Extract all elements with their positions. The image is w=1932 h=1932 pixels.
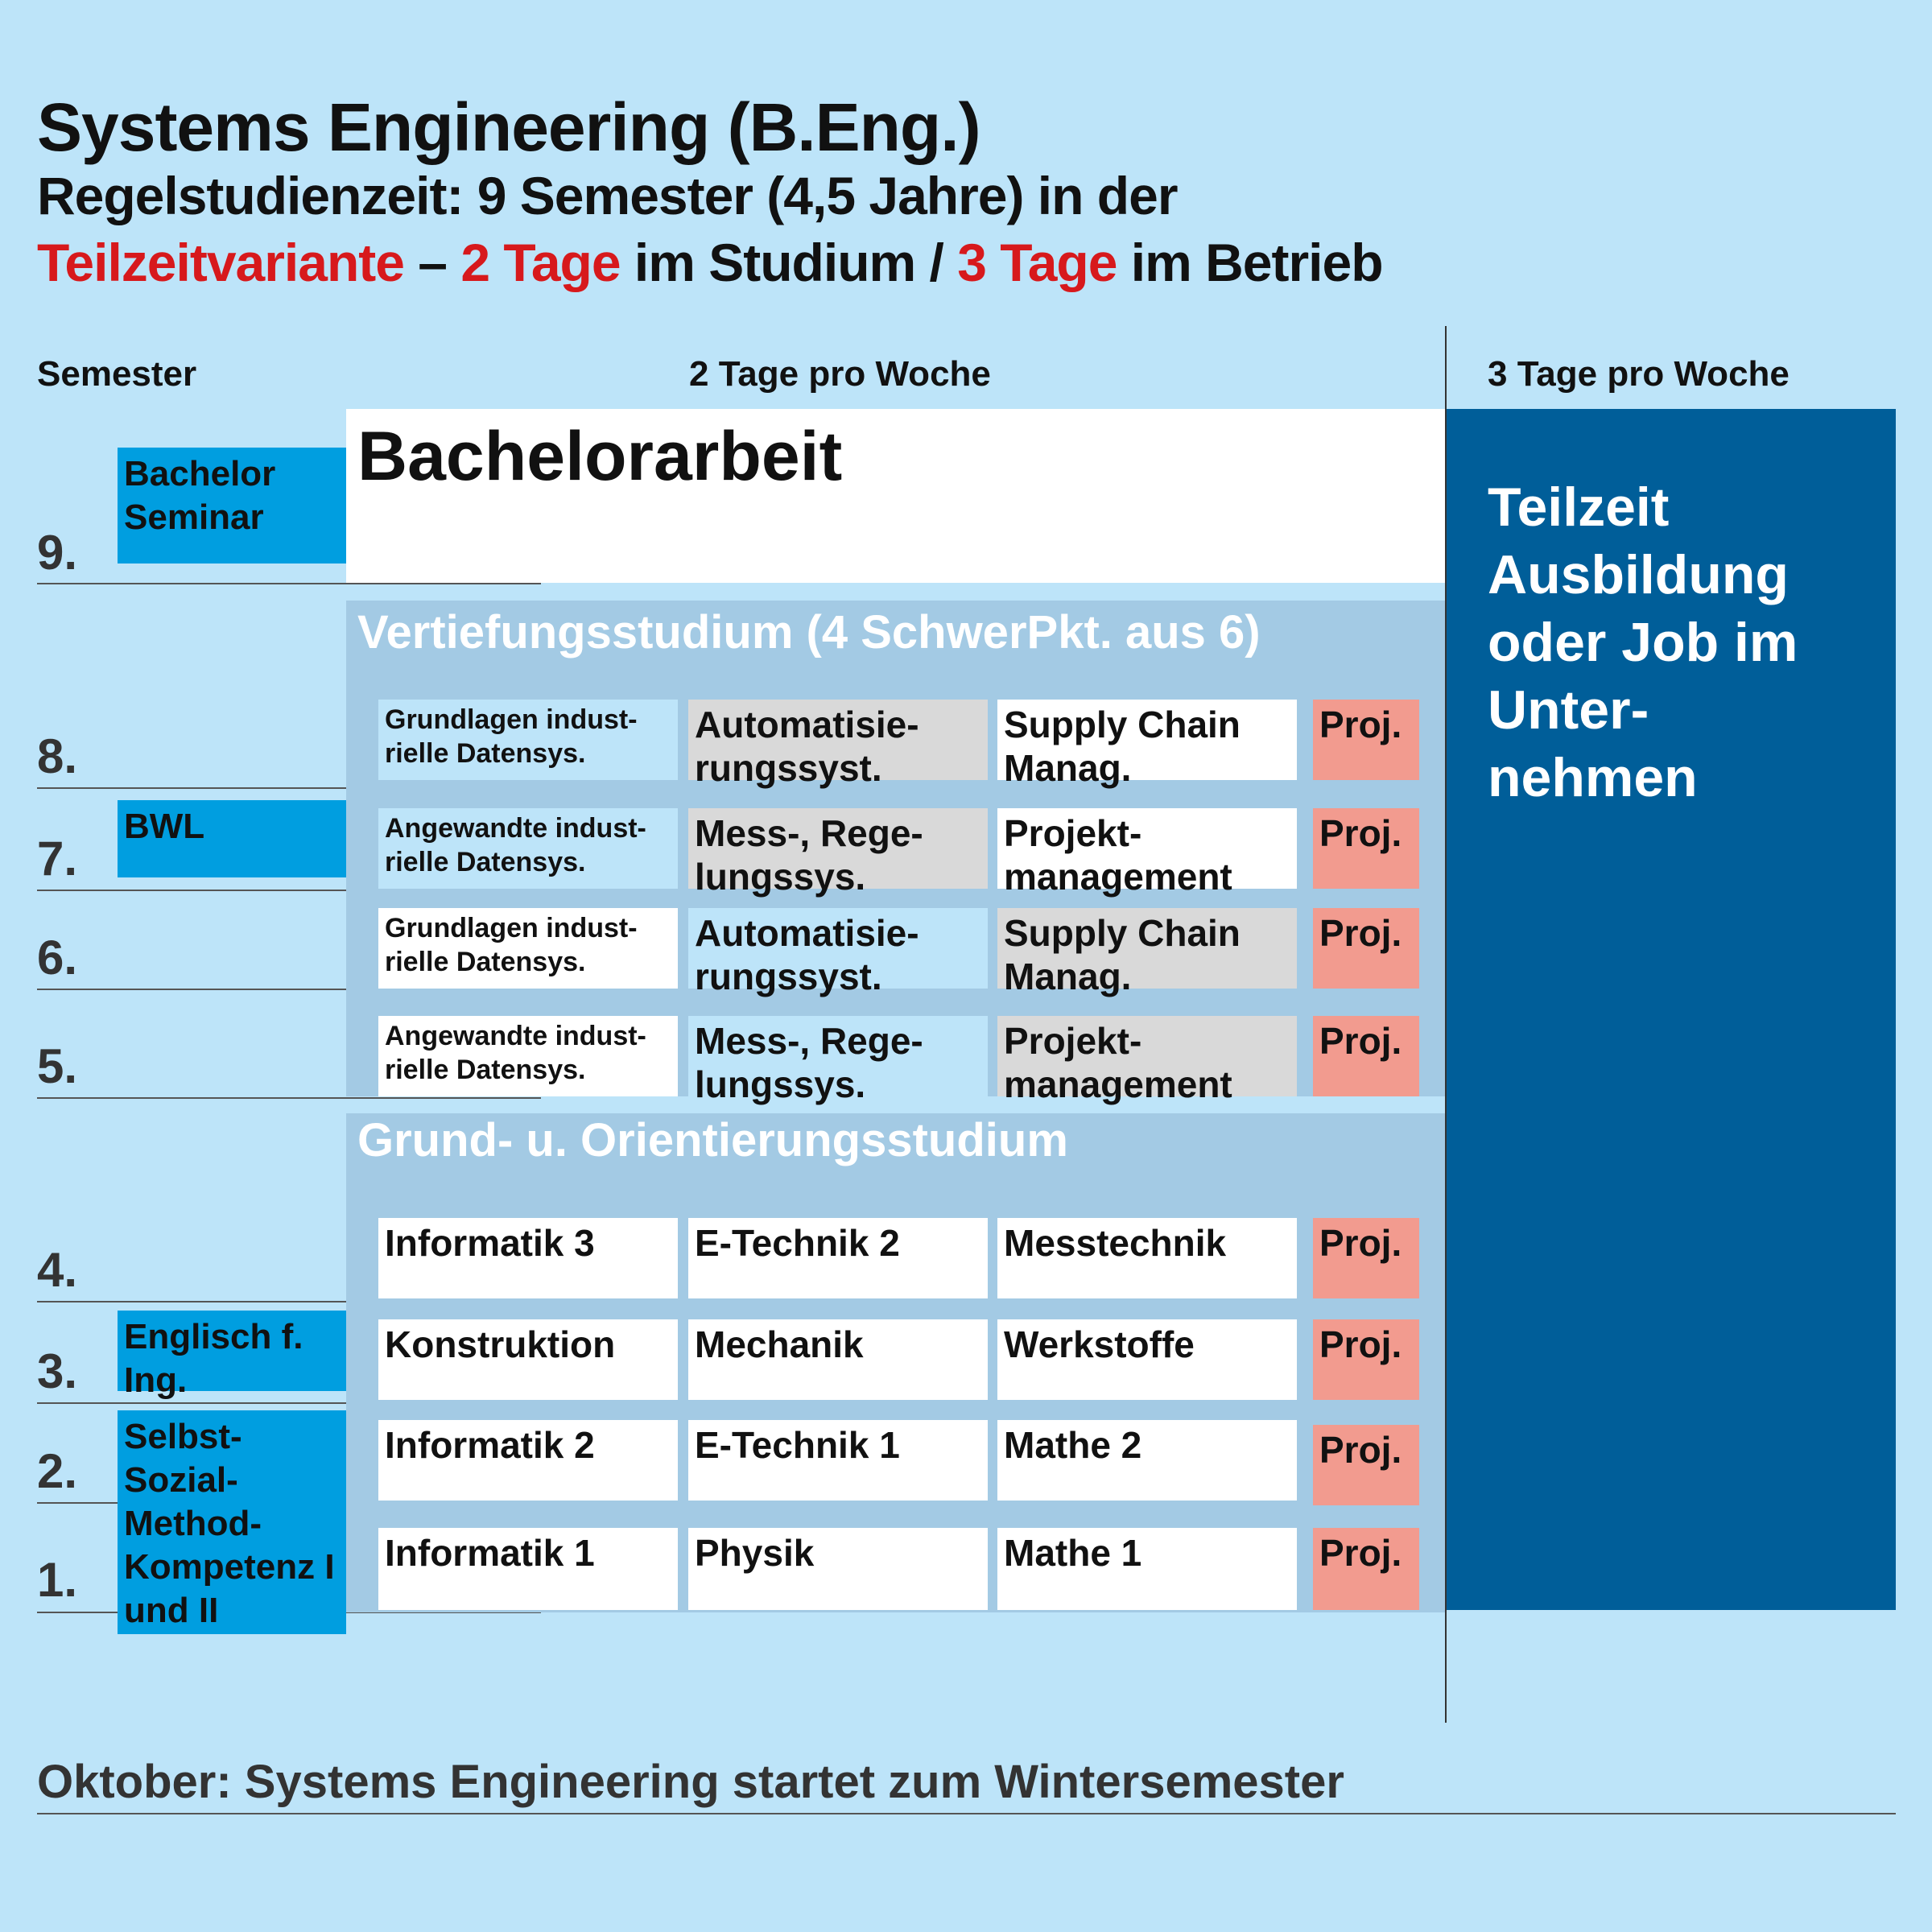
semester-divider: [37, 1097, 541, 1099]
semester-6: 6.: [37, 931, 78, 985]
semester-1: 1.: [37, 1553, 78, 1607]
module-kompetenz: Selbst- Sozial- Method- Kompetenz I und II: [118, 1410, 346, 1634]
module-cell: Konstruktion: [378, 1319, 678, 1400]
module-cell: Grundlagen indust-rielle Datensys.: [378, 908, 678, 989]
module-cell: Informatik 2: [378, 1420, 678, 1501]
semester-3: 3.: [37, 1344, 78, 1398]
semester-7: 7.: [37, 832, 78, 886]
semester-divider: [37, 1402, 346, 1404]
grund-title: Grund- u. Orientierungsstudium: [357, 1114, 1068, 1166]
semester-8: 8.: [37, 729, 78, 783]
module-cell: Informatik 3: [378, 1218, 678, 1298]
footer-note: Oktober: Systems Engineering startet zum Wintersemester: [37, 1756, 1344, 1808]
job-text: Teilzeit Ausbildung oder Job im Unter-nehmen: [1488, 477, 1798, 808]
module-cell: Werkstoffe: [997, 1319, 1297, 1400]
semester-divider: [37, 890, 346, 891]
semester-divider: [37, 787, 346, 789]
module-cell: Informatik 1: [378, 1528, 678, 1610]
semester-4: 4.: [37, 1243, 78, 1297]
column-header-work: 3 Tage pro Woche: [1488, 354, 1790, 394]
module-cell: Automatisie-rungssyst.: [688, 908, 988, 989]
column-header-semester: Semester: [37, 354, 197, 394]
project-cell: Proj.: [1313, 1218, 1419, 1298]
semester-divider: [37, 989, 346, 990]
module-cell: Projekt-management: [997, 808, 1297, 889]
semester-5: 5.: [37, 1039, 78, 1093]
project-cell: Proj.: [1313, 908, 1419, 989]
project-cell: Proj.: [1313, 808, 1419, 889]
project-cell: Proj.: [1313, 700, 1419, 780]
subtitle-duration: Regelstudienzeit: 9 Semester (4,5 Jahre) in der: [37, 166, 1178, 225]
module-cell: E-Technik 1: [688, 1420, 988, 1501]
module-cell: Supply Chain Manag.: [997, 908, 1297, 989]
variant-label: Teilzeitvariante: [37, 233, 404, 292]
project-cell: Proj.: [1313, 1528, 1419, 1610]
module-bwl: BWL: [118, 800, 346, 877]
module-cell: Mess-, Rege-lungssys.: [688, 808, 988, 889]
module-bachelor-seminar: Bachelor Seminar: [118, 448, 346, 564]
work-text: im Betrieb: [1117, 233, 1383, 292]
module-cell: Supply Chain Manag.: [997, 700, 1297, 780]
semester-divider: [37, 583, 541, 584]
bachelorarbeit-label: Bachelorarbeit: [357, 418, 843, 495]
module-cell: E-Technik 2: [688, 1218, 988, 1298]
project-cell: Proj.: [1313, 1425, 1419, 1505]
semester-divider: [37, 1301, 346, 1302]
study-days: 2 Tage: [460, 233, 621, 292]
module-cell: Mess-, Rege-lungssys.: [688, 1016, 988, 1096]
module-cell: Projekt-management: [997, 1016, 1297, 1096]
module-cell: Physik: [688, 1528, 988, 1610]
semester-2: 2.: [37, 1444, 78, 1498]
work-days: 3 Tage: [957, 233, 1117, 292]
subtitle-variant: [37, 232, 1383, 293]
module-cell: Mathe 1: [997, 1528, 1297, 1610]
module-cell: Mechanik: [688, 1319, 988, 1400]
semester-9: 9.: [37, 526, 78, 580]
module-cell: Automatisie-rungssyst.: [688, 700, 988, 780]
module-englisch: Englisch f. Ing.: [118, 1311, 346, 1391]
footer-divider: [37, 1813, 1896, 1814]
module-cell: Angewandte indust-rielle Datensys.: [378, 1016, 678, 1096]
separator: –: [403, 233, 461, 292]
module-cell: Messtechnik: [997, 1218, 1297, 1298]
study-text: im Studium /: [620, 233, 958, 292]
project-cell: Proj.: [1313, 1319, 1419, 1400]
module-cell: Grundlagen indust-rielle Datensys.: [378, 700, 678, 780]
module-cell: Angewandte indust-rielle Datensys.: [378, 808, 678, 889]
column-header-study: 2 Tage pro Woche: [689, 354, 991, 394]
project-cell: Proj.: [1313, 1016, 1419, 1096]
module-cell: Mathe 2: [997, 1420, 1297, 1501]
bachelorarbeit-block: [346, 409, 1445, 583]
page-title: Systems Engineering (B.Eng.): [37, 89, 980, 165]
vertiefung-title: Vertiefungsstudium (4 SchwerPkt. aus 6): [357, 606, 1261, 658]
